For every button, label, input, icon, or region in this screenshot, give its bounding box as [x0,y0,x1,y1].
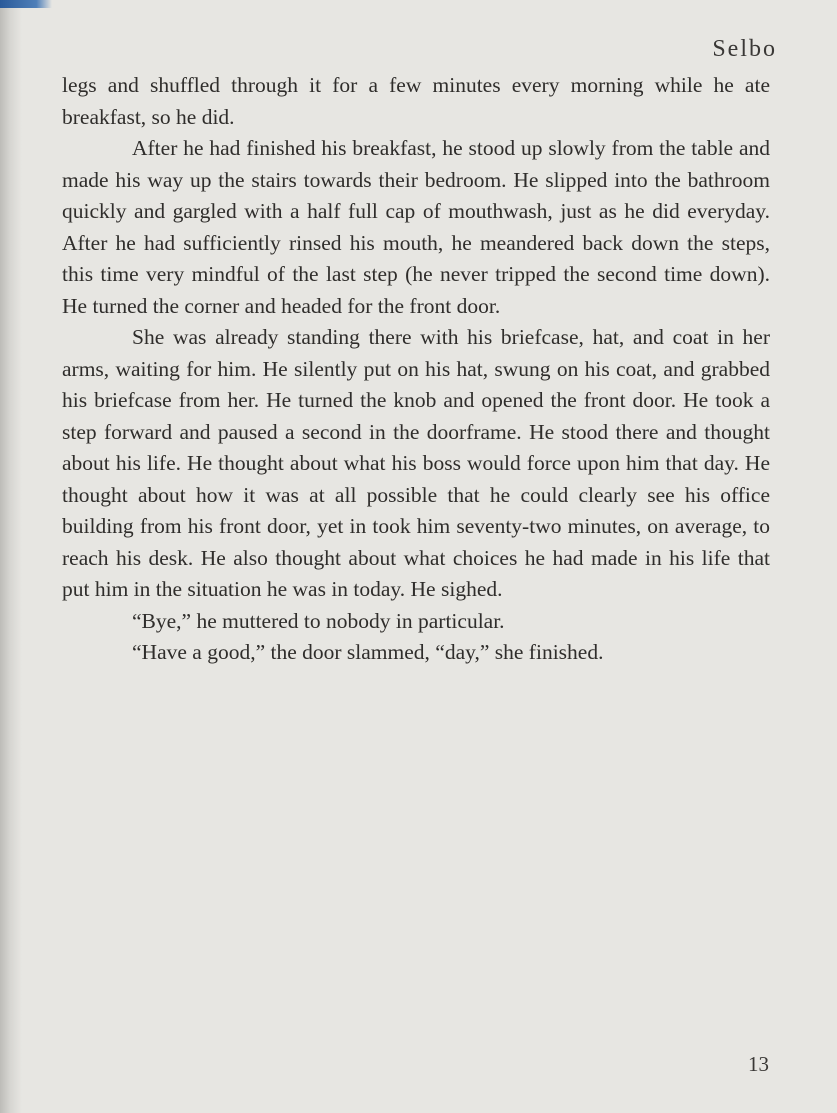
corner-color-mark [0,0,52,8]
paragraph: legs and shuffled through it for a few minutes every morning while he ate breakfast, so he did. [62,73,770,129]
paragraph: She was already standing there with his briefcase, hat, and coat in her arms, waiting for him. He silently put on his hat, swung on his coat, and grabbed his briefcase from her. He turned the knob and opened the front door. He took a step forward and paused a second in the doorframe. He stood there and thought about his life. He thought about what his boss would force upon him that day. He thought about how it was at all possible that he could clearly see his office building from his front door, yet in took him seventy-two minutes, on average, to reach his desk. He also thought about what choices he had made in his life that put him in the situation he was in today. He sighed. [62,325,770,601]
running-head: Selbo [712,36,777,62]
page-number: 13 [748,1052,769,1076]
binding-gutter-shadow [0,0,22,1113]
paragraph: After he had finished his breakfast, he stood up slowly from the table and made his way up the stairs towards their bedroom. He slipped into the bathroom quickly and gargled with a half full cap of mouthwash, just as he did everyday. After he had sufficiently rinsed his mouth, he meandered back down the steps, this time very mindful of the last step (he never tripped the second time down). He turned the corner and headed for the front door. [62,136,770,318]
body-text [62,70,770,669]
dialogue-line: “Bye,” he muttered to nobody in particular. [132,608,505,633]
dialogue-line: “Have a good,” the door slammed, “day,” she finished. [132,640,604,664]
